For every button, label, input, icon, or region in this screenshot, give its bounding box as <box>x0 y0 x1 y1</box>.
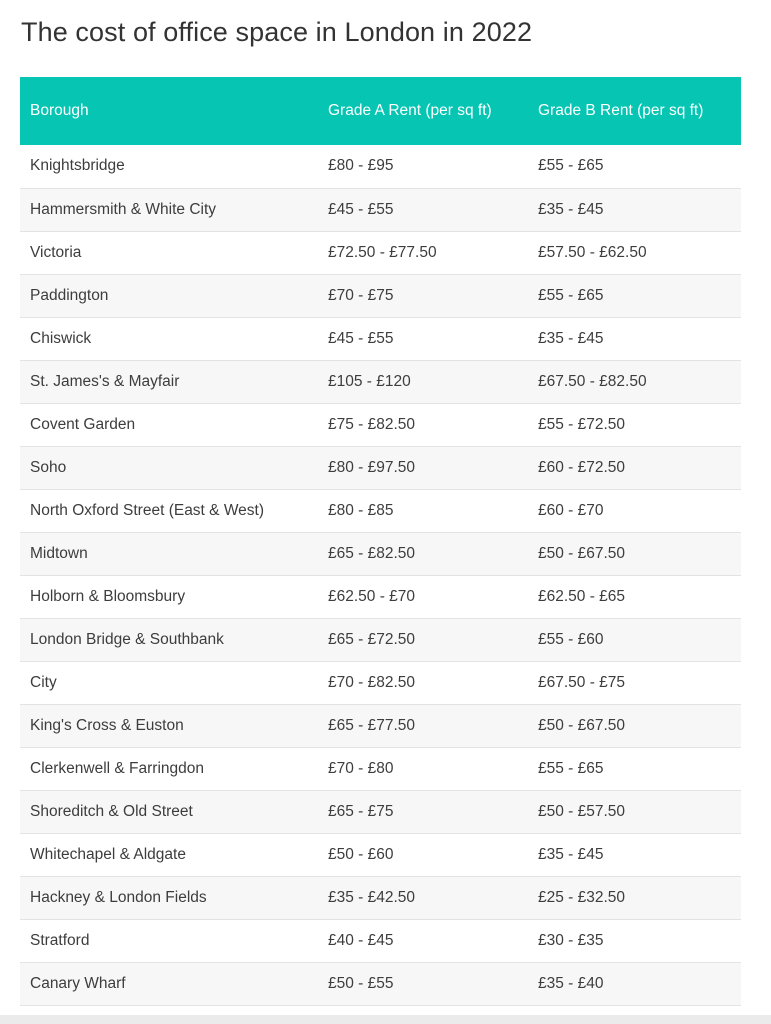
cell-borough: Holborn & Bloomsbury <box>30 587 186 605</box>
cell-borough: London Bridge & Southbank <box>30 630 224 648</box>
cell-grade-b-rent: £50 - £57.50 <box>538 802 626 820</box>
cell-borough: St. James's & Mayfair <box>30 372 180 390</box>
cell-borough: Whitechapel & Aldgate <box>30 845 186 863</box>
table-row <box>20 790 741 833</box>
table-row <box>20 360 741 403</box>
cell-grade-a-rent: £70 - £82.50 <box>328 673 416 691</box>
table-header <box>20 77 741 145</box>
cell-borough: Knightsbridge <box>30 157 125 175</box>
cell-grade-b-rent: £25 - £32.50 <box>538 888 626 906</box>
cell-borough: Canary Wharf <box>30 974 126 992</box>
cell-grade-b-rent: £30 - £35 <box>538 931 604 949</box>
table-row <box>20 403 741 446</box>
cell-borough: Hackney & London Fields <box>30 888 207 906</box>
table-row <box>20 145 741 188</box>
cell-grade-a-rent: £80 - £97.50 <box>328 458 416 476</box>
table-row <box>20 532 741 575</box>
cell-grade-b-rent: £35 - £45 <box>538 329 604 347</box>
table-row <box>20 661 741 704</box>
cell-grade-a-rent: £50 - £55 <box>328 974 394 992</box>
cell-grade-a-rent: £65 - £77.50 <box>328 716 416 734</box>
cell-grade-b-rent: £57.50 - £62.50 <box>538 243 647 261</box>
cell-borough: North Oxford Street (East & West) <box>30 501 265 519</box>
cell-borough: King's Cross & Euston <box>30 716 184 734</box>
cell-borough: Victoria <box>30 243 82 261</box>
cell-borough: Soho <box>30 458 67 476</box>
cell-borough: Midtown <box>30 544 88 562</box>
cell-grade-b-rent: £50 - £67.50 <box>538 716 626 734</box>
column-header-grade-a-rent: Grade A Rent (per sq ft) <box>328 102 492 119</box>
cell-grade-a-rent: £70 - £75 <box>328 286 394 304</box>
column-header-grade-b-rent: Grade B Rent (per sq ft) <box>538 102 704 119</box>
table-row <box>20 317 741 360</box>
cell-grade-a-rent: £45 - £55 <box>328 200 394 218</box>
cell-grade-b-rent: £35 - £45 <box>538 845 604 863</box>
cell-grade-b-rent: £67.50 - £75 <box>538 673 626 691</box>
cell-grade-b-rent: £67.50 - £82.50 <box>538 372 647 390</box>
cell-grade-a-rent: £35 - £42.50 <box>328 888 416 906</box>
cell-grade-b-rent: £50 - £67.50 <box>538 544 626 562</box>
cell-grade-b-rent: £60 - £72.50 <box>538 458 626 476</box>
cell-borough: Chiswick <box>30 329 92 347</box>
cell-borough: Stratford <box>30 931 90 949</box>
cell-grade-a-rent: £80 - £85 <box>328 501 394 519</box>
cell-grade-a-rent: £65 - £82.50 <box>328 544 416 562</box>
cell-borough: Clerkenwell & Farringdon <box>30 759 205 777</box>
table-row <box>20 876 741 919</box>
table-row <box>20 188 741 231</box>
header-row <box>20 77 741 145</box>
cell-grade-b-rent: £55 - £65 <box>538 157 604 175</box>
cell-grade-a-rent: £75 - £82.50 <box>328 415 416 433</box>
table-row <box>20 274 741 317</box>
table-row <box>20 747 741 790</box>
cell-grade-b-rent: £62.50 - £65 <box>538 587 626 605</box>
cell-grade-a-rent: £45 - £55 <box>328 329 394 347</box>
cell-grade-b-rent: £35 - £45 <box>538 200 604 218</box>
cell-borough: Hammersmith & White City <box>30 200 217 218</box>
cell-grade-a-rent: £50 - £60 <box>328 845 394 863</box>
cell-grade-a-rent: £70 - £80 <box>328 759 394 777</box>
cell-grade-b-rent: £55 - £60 <box>538 630 604 648</box>
column-header-borough: Borough <box>30 102 89 119</box>
table-row <box>20 231 741 274</box>
cell-grade-b-rent: £35 - £40 <box>538 974 604 992</box>
cell-borough: Covent Garden <box>30 415 136 433</box>
cell-grade-b-rent: £55 - £65 <box>538 286 604 304</box>
table-row <box>20 704 741 747</box>
cell-grade-a-rent: £105 - £120 <box>328 372 411 390</box>
table-body <box>20 145 741 1005</box>
table-row <box>20 575 741 618</box>
cell-borough: Paddington <box>30 286 109 304</box>
office-rent-table <box>20 77 741 1006</box>
cell-grade-b-rent: £55 - £65 <box>538 759 604 777</box>
table-row <box>20 962 741 1005</box>
cell-grade-a-rent: £72.50 - £77.50 <box>328 243 437 261</box>
cell-grade-b-rent: £55 - £72.50 <box>538 415 626 433</box>
cell-grade-a-rent: £80 - £95 <box>328 157 394 175</box>
cell-borough: Shoreditch & Old Street <box>30 802 193 820</box>
cell-borough: City <box>30 673 57 691</box>
table-row <box>20 833 741 876</box>
cell-grade-a-rent: £65 - £72.50 <box>328 630 416 648</box>
cell-grade-a-rent: £65 - £75 <box>328 802 394 820</box>
cell-grade-a-rent: £40 - £45 <box>328 931 394 949</box>
table-row <box>20 618 741 661</box>
cell-grade-b-rent: £60 - £70 <box>538 501 604 519</box>
table-row <box>20 919 741 962</box>
cell-grade-a-rent: £62.50 - £70 <box>328 587 416 605</box>
table-row <box>20 489 741 532</box>
page-title: The cost of office space in London in 2022 <box>21 17 533 47</box>
page-bottom-edge <box>0 1015 771 1024</box>
table-row <box>20 446 741 489</box>
